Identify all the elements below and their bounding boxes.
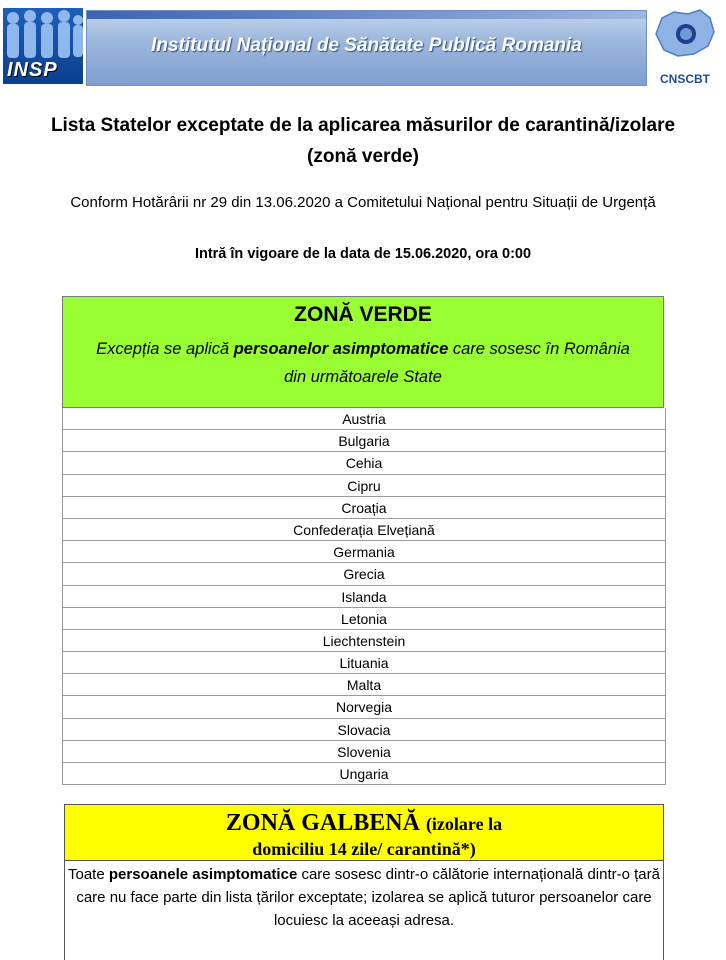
country-row: Letonia (63, 608, 665, 630)
green-zone-title: ZONĂ VERDE (294, 303, 432, 326)
country-row: Cehia (63, 452, 665, 474)
green-zone-description: Excepția se aplică persoanelor asimptomatice care sosesc în România din următoarele State (96, 340, 630, 386)
cnscbt-logo (648, 6, 722, 86)
country-row: Croația (63, 497, 665, 519)
country-row: Slovacia (63, 719, 665, 741)
yellow-zone-description: Toate persoanele asimptomatice care sosesc dintr-o călătorie internațională dintr-o țară care nu face parte din lista țărilor exceptate; izolarea se aplică tuturor persoanelor care locuiesc la aceeași adresa. (64, 861, 664, 960)
country-row: Austria (63, 408, 665, 430)
cnscbt-abbr: CNSCBT (660, 72, 710, 86)
country-row: Cipru (63, 475, 665, 497)
green-zone-header (62, 296, 664, 408)
country-row: Islanda (63, 586, 665, 608)
country-row: Norvegia (63, 696, 665, 718)
country-row: Ungaria (63, 763, 665, 785)
country-row: Germania (63, 541, 665, 563)
insp-abbr: INSP (7, 59, 58, 81)
page-title: Lista Statelor exceptate de la aplicarea măsurilor de carantină/izolare (zonă verde) (50, 115, 676, 167)
country-row: Confederația Elvețiană (63, 519, 665, 541)
yellow-zone-title: ZONĂ GALBENĂ (225, 810, 420, 836)
header (0, 0, 726, 88)
country-row: Lituania (63, 652, 665, 674)
country-row: Grecia (63, 563, 665, 585)
yellow-zone-subtitle: domiciliu 14 zile/ carantină*) (252, 839, 476, 859)
country-list (62, 408, 666, 785)
romania-map-icon (648, 6, 722, 68)
people-icon (3, 8, 83, 64)
effective-date: Intră în vigoare de la data de 15.06.2020, ora 0:00 (194, 246, 532, 262)
institute-banner (86, 10, 647, 86)
country-row: Liechtenstein (63, 630, 665, 652)
legal-basis: Conform Hotărârii nr 29 din 13.06.2020 a Comitetului Național pentru Situații de Urgență (70, 194, 656, 211)
yellow-zone-header: ZONĂ GALBENĂ (izolare la domiciliu 14 zile/ carantină*) (64, 804, 664, 861)
country-row: Bulgaria (63, 430, 665, 452)
insp-logo (3, 8, 83, 84)
country-row: Slovenia (63, 741, 665, 763)
banner-title: Institutul Național de Sănătate Publică Romania (151, 35, 582, 56)
country-row: Malta (63, 674, 665, 696)
